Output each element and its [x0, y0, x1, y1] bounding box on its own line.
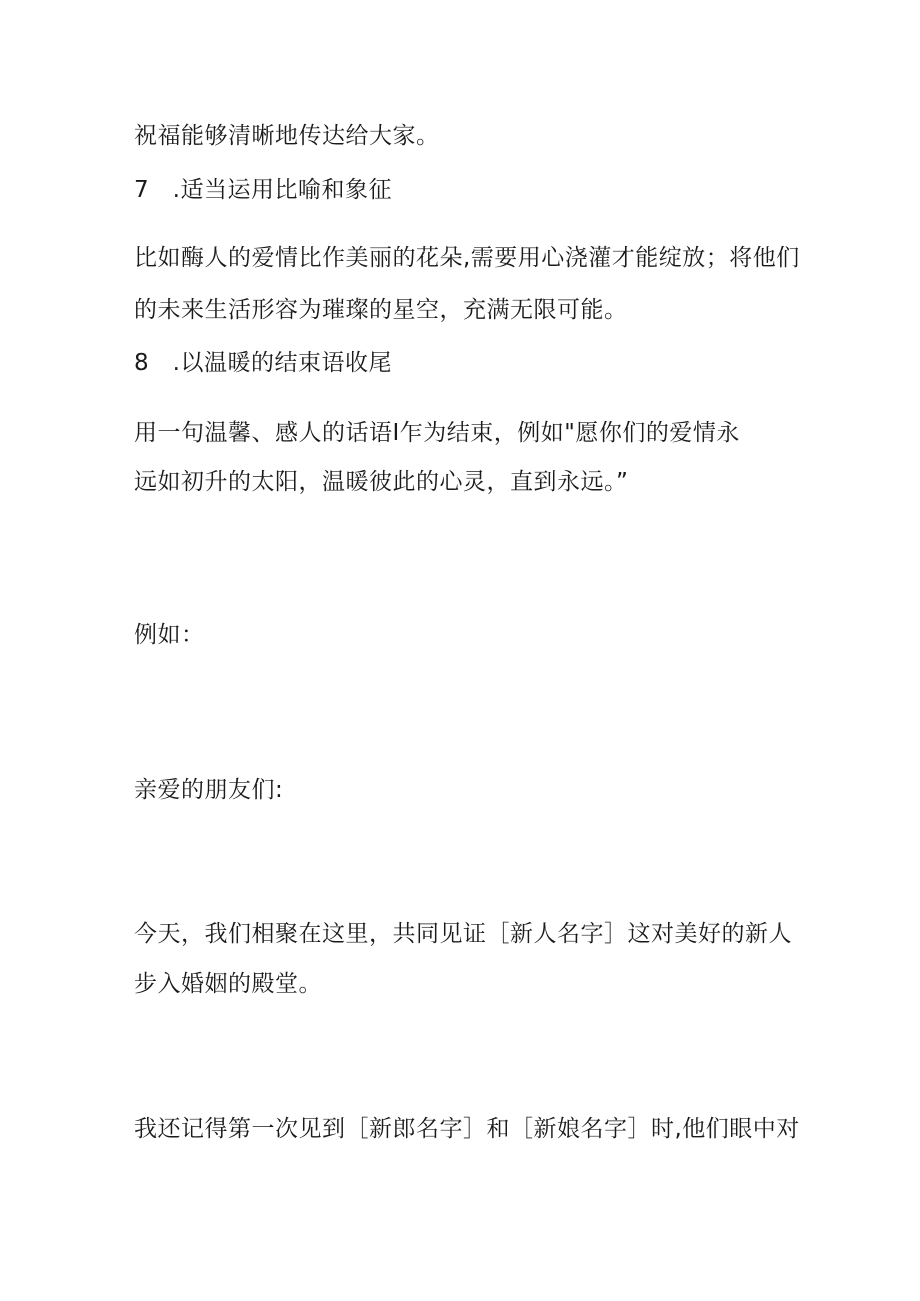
text-line-ending-2: 远如初升的太阳，温暖彼此的心灵，直到永远。”: [134, 469, 629, 495]
text-line-today-1: 今天，我们相聚在这里，共同见证［新人名字］这对美好的新人: [134, 921, 792, 947]
text-line-memory: 我还记得第一次见到［新郎名字］和［新娘名字］时,他们眼中对: [134, 1116, 800, 1142]
text-line-blessing: 祝福能够清晰地传达给大家。: [134, 123, 440, 149]
text-line-metaphor-2: 的未来生活形容为璀璨的星空，充满无限可能。: [134, 297, 628, 323]
section-heading-7: 7 .适当运用比喻和象征: [134, 177, 392, 203]
text-line-metaphor-1: 比如酶人的爱情比作美丽的花朵,需要用心浇灌才能绽放；将他们: [134, 245, 800, 271]
text-line-example-label: 例如：: [134, 622, 205, 648]
text-line-ending-1: 用一句温馨、感人的话语I乍为结束，例如"愿你们的爱情永: [134, 420, 740, 446]
text-line-greeting: 亲爱的朋友们:: [134, 777, 284, 803]
text-line-today-2: 步入婚姻的殿堂。: [134, 971, 322, 997]
section-heading-8: 8 .以温暖的结束语收尾: [134, 350, 392, 376]
